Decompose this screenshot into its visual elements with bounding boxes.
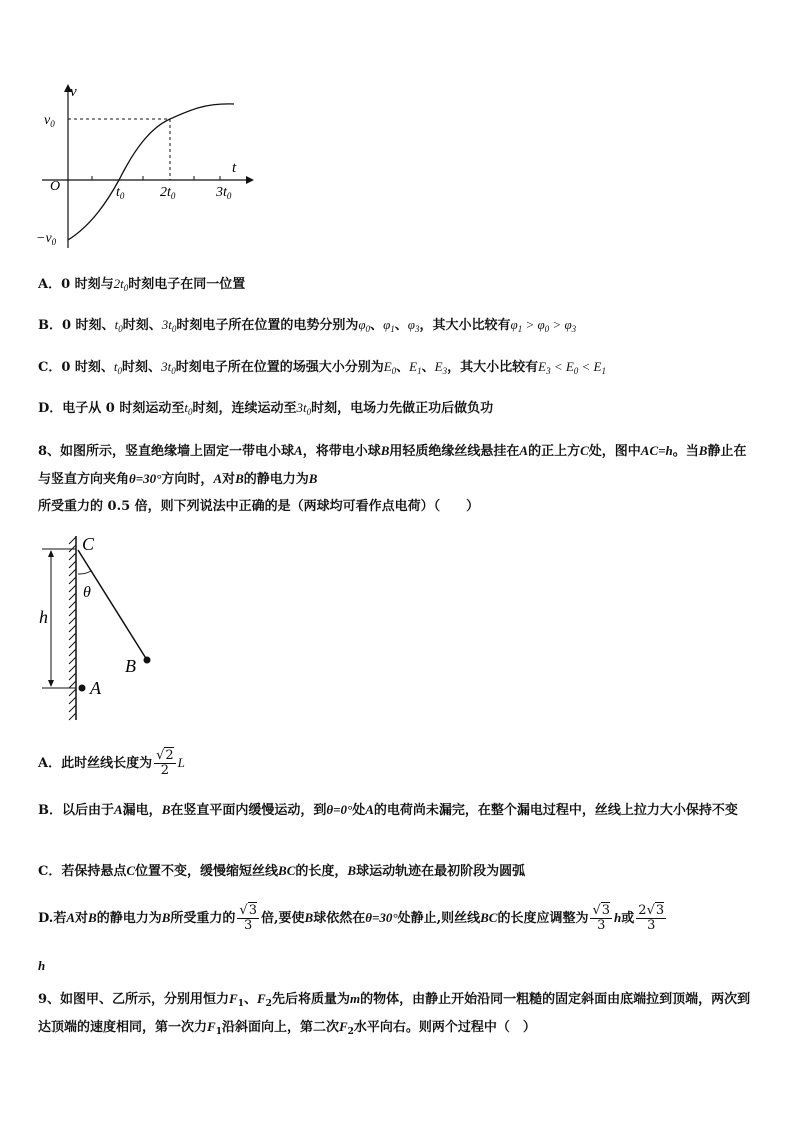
fraction: $\frac{√2}{2}$ xyxy=(156,748,174,778)
q7-option-c: C．0 时刻、$t_0$时刻、$3t_0$时刻电子所在位置的场强大小分别为$E_0$、$E_1$、$E_3$，其大小比较有$E_3 < E_0 < E_1$ xyxy=(38,359,606,376)
q7-option-a: A．0 时刻与$2t_0$时刻电子在同一位置 xyxy=(38,276,246,293)
t-axis-label: t xyxy=(232,160,237,176)
label-h: h xyxy=(39,607,48,627)
silk-thread-bc xyxy=(78,550,147,660)
v0-label: $v_0$ xyxy=(44,113,55,129)
q8-option-c: C．若保持悬点C位置不变，缓慢缩短丝线BC的长度，B球运动轨迹在最初阶段为圆弧 xyxy=(38,863,526,879)
ball-a xyxy=(79,685,86,692)
q8-option-a: A．此时丝线长度为 $\frac{√2}{2}$ L xyxy=(38,748,185,778)
q7-option-d: D．电子从 0 时刻运动至$t_0$时刻，连续运动至$3t_0$时刻，电场力先做正功后做负功 xyxy=(38,400,494,417)
fraction: $\frac{2√3}{3}$ xyxy=(638,903,665,933)
h-arrow-bottom xyxy=(48,680,54,687)
ball-b xyxy=(144,657,151,664)
label-theta: θ xyxy=(83,584,91,601)
q8-stem: 8、如图所示，竖直绝缘墙上固定一带电小球A，将带电小球B用轻质绝缘丝线悬挂在A的正上方C处，图中AC=h。当B静止在与竖直方向夹角θ=30°方向时，A对B的静电力为B所受重力的 0.5 倍，则下列说法中正确的是（两球均可看作点电荷）（ ） xyxy=(38,443,747,514)
2t0-tick-label: $2t_0$ xyxy=(160,185,176,201)
wall-pendulum-figure xyxy=(36,530,166,725)
theta-arc xyxy=(78,571,91,574)
fraction: $\frac{√3}{3}$ xyxy=(239,903,257,933)
v-axis-label: v xyxy=(70,84,77,100)
label-c: C xyxy=(82,534,95,554)
q9-stem: 9、如图甲、乙所示，分别用恒力$F_1$、$F_2$先后将质量为m的物体，由静止开始沿同一粗糙的固定斜面由底端拉到顶端，两次到达顶端的速度相同，第一次力$F_1$沿斜面向上，第二次$F_2$水平向右。则两个过程中（ ） xyxy=(38,991,751,1037)
q8-option-b: B．以后由于A漏电，B在竖直平面内缓慢运动，到θ=0°处A的电荷尚未漏完，在整个漏电过程中，丝线上拉力大小保持不变 xyxy=(38,802,738,818)
velocity-curve xyxy=(68,104,234,240)
t-axis-arrow xyxy=(246,176,254,184)
label-b: B xyxy=(125,656,136,676)
t0-tick-label: $t_0$ xyxy=(116,185,125,201)
q8-option-d: D.若A对B的静电力为B所受重力的 $\frac{√3}{3}$ 倍,要使B球依然在θ=30°处静止,则丝线BC的长度应调整为 $\frac{√3}{3}$ h或 $\frac{2√3}{3}$ xyxy=(38,903,665,933)
wall-hatching xyxy=(69,537,76,720)
h-arrow-top xyxy=(48,550,54,557)
q7-option-b: B．0 时刻、$t_0$时刻、$3t_0$时刻电子所在位置的电势分别为$\varphi_0$、$\varphi_1$、$\varphi_3$，其大小比较有$\varphi_1 > \varphi_0 > \varphi_3$ xyxy=(38,317,577,334)
label-a: A xyxy=(90,678,101,698)
origin-label: O xyxy=(50,179,61,194)
fraction: $\frac{√3}{3}$ xyxy=(592,903,611,933)
velocity-time-graph xyxy=(30,80,260,255)
q8-option-d-continued: h xyxy=(38,958,46,973)
3t0-tick-label: $3t_0$ xyxy=(216,185,232,201)
neg-v0-label: $-v_0$ xyxy=(36,231,57,247)
